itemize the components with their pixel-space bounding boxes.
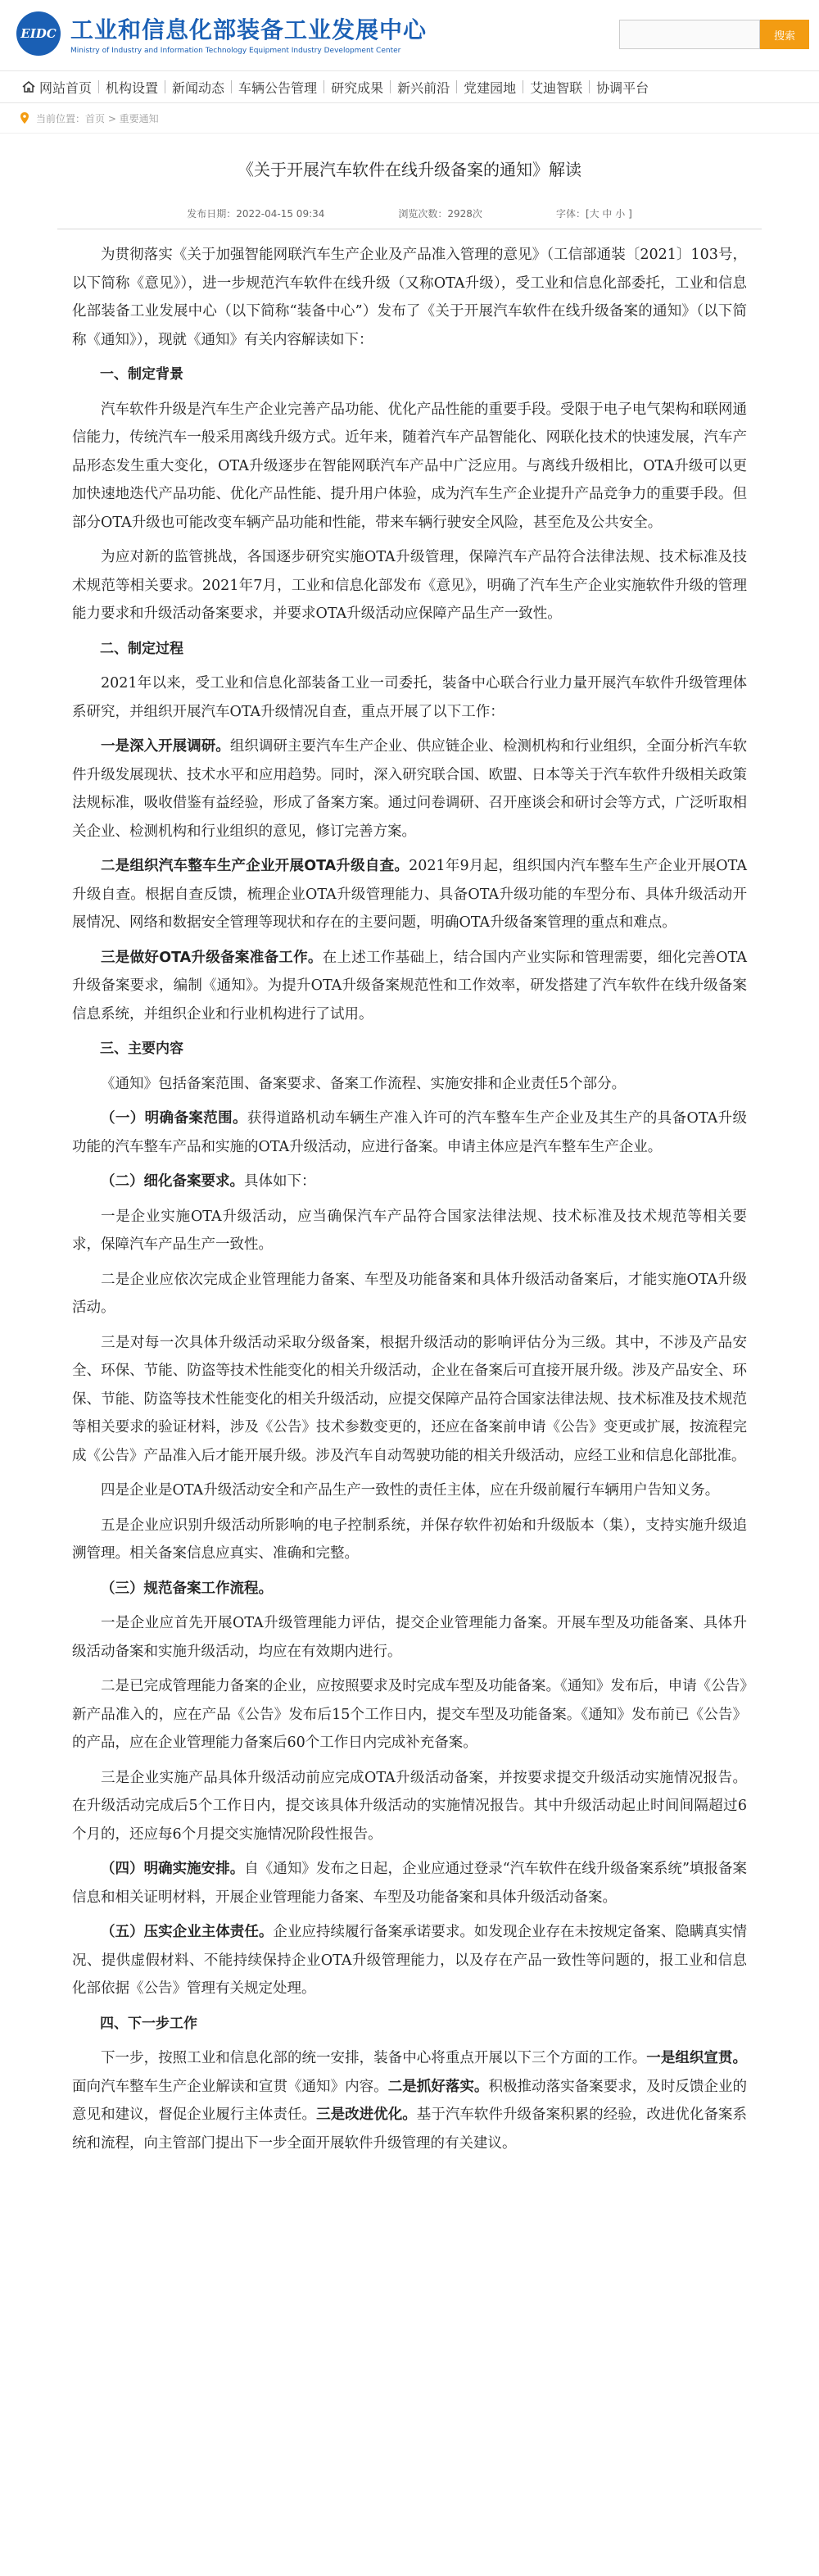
search-input[interactable] (619, 20, 760, 49)
section-heading: 四、下一步工作 (100, 2015, 197, 2032)
nav-item-label: 机构设置 (106, 79, 159, 96)
paragraph (72, 1104, 747, 1161)
paragraph (72, 1918, 747, 2003)
paragraph: 为贯彻落实《关于加强智能网联汽车生产企业及产品准入管理的意见》（工信部通装〔2021〕103号，以下简称《意见》），进一步规范汽车软件在线升级（又称OTA升级），受工业和信息化部委托，工业和信息化部装备工业发展中心（以下简称“装备中心”）发布了《关于开展汽车软件在线升级备案的通知》（以下简称《通知》），现就《通知》有关内容解读如下： (72, 247, 747, 348)
paragraph: 2021年以来，受工业和信息化部装备工业一司委托，装备中心联合行业力量开展汽车软件升级管理体系研究，并组织开展汽车OTA升级情况自查，重点开展了以下工作： (72, 675, 747, 720)
paragraph: 二是已完成管理能力备案的企业，应按照要求及时完成车型及功能备案。《通知》发布后，申请《公告》新产品准入的，应在产品《公告》发布后15个工作日内，提交车型及功能备案。《通知》发布前已《公告》的产品，应在企业管理能力备案后60个工作日内完成补充备案。 (72, 1678, 747, 1751)
paragraph-text: 面向汽车整车生产企业解读和宣贯《通知》内容。 (72, 2078, 388, 2095)
nav-item-label: 协调平台 (596, 79, 649, 96)
view-count: 浏览次数：2928次 (398, 208, 482, 220)
nav-item-label: 艾迪智联 (530, 79, 583, 96)
location-pin-icon (20, 112, 29, 124)
nav-item-7[interactable] (523, 71, 589, 102)
nav-item-label: 车辆公告管理 (238, 79, 318, 96)
paragraph-text: 获得道路机动车辆生产准入许可的汽车整车生产企业及其生产的具备OTA升级功能的汽车整车产品和实施的OTA升级活动，应进行备案。申请主体应是汽车整车生产企业。 (72, 1110, 748, 1155)
section-heading: 三、主要内容 (100, 1041, 183, 1057)
nav-item-label: 研究成果 (331, 79, 384, 96)
article-content (57, 229, 762, 2157)
lead-bold: 三是做好OTA升级备案准备工作。 (101, 949, 323, 966)
paragraph (72, 944, 747, 1029)
nav-item-0[interactable] (15, 71, 98, 102)
nav-item-2[interactable] (165, 71, 231, 102)
article (0, 156, 819, 2157)
lead-bold: 三是改进优化。 (316, 2107, 417, 2123)
paragraph-text: 基于汽车软件升级备案积累的经验，改进优化备案系统和流程，向主管部门提出下一步全面开展软件升级管理的有关建议。 (72, 2107, 748, 2152)
paragraph-text: 2021年9月起，组织国内汽车整车生产企业开展OTA升级自查。根据自查反馈，梳理企业OTA升级管理能力、具备OTA升级功能的车型分布、具体升级活动开展情况、网络和数据安全管理等现状和存在的主要问题，明确OTA升级备案管理的重点和难点。 (72, 858, 747, 931)
site-header (0, 0, 819, 70)
lead-bold: 一是深入开展调研。 (101, 738, 230, 755)
logo-title-en: Ministry of Industry and Information Technology Equipment Industry Development Center (70, 47, 401, 55)
paragraph: 《通知》包括备案范围、备案要求、备案工作流程、实施安排和企业责任5个部分。 (101, 1075, 627, 1092)
paragraph (72, 2044, 747, 2157)
paragraph-text: 组织调研主要汽车生产企业、供应链企业、检测机构和行业组织，全面分析汽车软件升级发展现状、技术水平和应用趋势。同时，深入研究联合国、欧盟、日本等关于汽车软件升级相关政策法规标准，吸收借鉴有益经验，形成了备案方案。通过问卷调研、召开座谈会和研讨会等方式，广泛听取相关企业、检测机构和行业组织的意见，修订完善方案。 (72, 738, 748, 840)
article-title: 《关于开展汽车软件在线升级备案的通知》解读 (238, 160, 581, 179)
lead-bold: 二是抓好落实。 (387, 2078, 489, 2095)
paragraph: 三是企业实施产品具体升级活动前应完成OTA升级活动备案，并按要求提交升级活动实施情况报告。在升级活动完成后5个工作日内，提交该具体升级活动的实施情况报告。其中升级活动起止时间间隔超过6个月的，还应每6个月提交实施情况阶段性报告。 (72, 1769, 747, 1843)
paragraph (72, 1855, 747, 1912)
paragraph-text: 具体如下： (244, 1173, 316, 1190)
site-logo[interactable] (16, 11, 427, 56)
logo-title-cn: 工业和信息化部装备工业发展中心 (70, 16, 428, 43)
paragraph: 三是对每一次具体升级活动采取分级备案，根据升级活动的影响评估分为三级。其中，不涉及产品安全、环保、节能、防盗等技术性能变化的相关升级活动，企业在备案后可直接开展升级。涉及产品安全、环保、节能、防盗等技术性能变化的相关升级活动，应提交保障产品符合国家法律法规、技术标准及技术规范等相关要求的验证材料，涉及《公告》技术参数变更的，还应在备案前申请《公告》变更或扩展，按流程完成《公告》产品准入后才能开展升级。涉及汽车自动驾驶功能的相关升级活动，应经工业和信息化部批准。 (72, 1334, 747, 1464)
font-size-switcher[interactable]: 字体：[大 中 小 ] (555, 208, 632, 220)
nav-item-5[interactable] (391, 71, 456, 102)
paragraph (72, 1575, 747, 1603)
lead-bold: （一）明确备案范围。 (101, 1110, 247, 1127)
paragraph (72, 732, 747, 846)
search-button[interactable]: 搜索 (760, 20, 809, 49)
section-heading: 二、制定过程 (100, 640, 183, 657)
home-icon (21, 79, 36, 94)
nav-item-label: 新兴前沿 (397, 79, 450, 96)
breadcrumb-text: 当前位置：首页 > 重要通知 (36, 112, 159, 125)
paragraph: 一是企业应首先开展OTA升级管理能力评估，提交企业管理能力备案。开展车型及功能备案、具体升级活动备案和实施升级活动，均应在有效期内进行。 (72, 1615, 747, 1660)
paragraph-text: 企业应持续履行备案承诺要求。如发现企业存在未按规定备案、隐瞒真实情况、提供虚假材料、不能持续保持企业OTA升级管理能力，以及存在产品一致性等问题的，报工业和信息化部依据《公告》管理有关规定处理。 (72, 1924, 748, 1997)
paragraph-text: 下一步，按照工业和信息化部的统一安排，装备中心将重点开展以下三个方面的工作。 (101, 2050, 647, 2066)
paragraph: 为应对新的监管挑战，各国逐步研究实施OTA升级管理，保障汽车产品符合法律法规、技术标准及技术规范等相关要求。2021年7月，工业和信息化部发布《意见》，明确了汽车生产企业实施软件升级的管理能力要求和升级活动备案要求，并要求OTA升级活动应保障产品生产一致性。 (72, 549, 747, 622)
lead-bold: 一是组织宣贯。 (646, 2050, 748, 2066)
paragraph: 二是企业应依次完成企业管理能力备案、车型及功能备案和具体升级活动备案后，才能实施OTA升级活动。 (72, 1271, 747, 1316)
paragraph: 一是企业实施OTA升级活动，应当确保汽车产品符合国家法律法规、技术标准及技术规范等相关要求，保障汽车产品生产一致性。 (72, 1208, 747, 1253)
paragraph: 四是企业是OTA升级活动安全和产品生产一致性的责任主体，应在升级前履行车辆用户告知义务。 (101, 1482, 720, 1499)
nav-item-label: 党建园地 (464, 79, 517, 96)
paragraph-text: 自《通知》发布之日起，企业应通过登录“汽车软件在线升级备案系统”填报备案信息和相关证明材料，开展企业管理能力备案、车型及功能备案和具体升级活动备案。 (72, 1861, 748, 1906)
paragraph-text: 在上述工作基础上，结合国内产业实际和管理需要，细化完善OTA升级备案要求，编制《通知》。为提升OTA升级备案规范性和工作效率，研发搭建了汽车软件在线升级备案信息系统，并组织企业和行业机构进行了试用。 (72, 949, 747, 1023)
nav-item-1[interactable] (99, 71, 165, 102)
main-nav (0, 70, 819, 103)
nav-item-label: 网站首页 (39, 79, 93, 96)
lead-bold: （二）细化备案要求。 (101, 1173, 244, 1190)
nav-item-6[interactable] (457, 71, 523, 102)
lead-bold: （三）规范备案工作流程。 (101, 1580, 273, 1597)
logo-badge-icon: EIDC (16, 11, 61, 56)
logo-text (70, 12, 427, 55)
nav-item-3[interactable] (232, 71, 324, 102)
paragraph: 汽车软件升级是汽车生产企业完善产品功能、优化产品性能的重要手段。受限于电子电气架构和联网通信能力，传统汽车一般采用离线升级方式。近年来，随着汽车产品智能化、网联化技术的快速发展，汽车产品形态发生重大变化，OTA升级逐步在智能网联汽车产品中广泛应用。与离线升级相比，OTA升级可以更加快速地迭代产品功能、优化产品性能、提升用户体验，成为汽车生产企业提升产品竞争力的重要手段。但部分OTA升级也可能改变车辆产品功能和性能，带来车辆行驶安全风险，甚至危及公共安全。 (72, 401, 747, 531)
lead-bold: （五）压实企业主体责任。 (101, 1924, 274, 1940)
breadcrumb (0, 103, 819, 134)
nav-item-8[interactable] (590, 71, 655, 102)
lead-bold: （四）明确实施安排。 (101, 1861, 245, 1877)
paragraph (72, 1168, 747, 1196)
paragraph: 五是企业应识别升级活动所影响的电子控制系统，并保存软件初始和升级版本（集），支持实施升级追溯管理。相关备案信息应真实、准确和完整。 (72, 1517, 747, 1562)
article-meta (57, 206, 762, 229)
section-heading: 一、制定背景 (100, 366, 183, 383)
nav-item-4[interactable] (324, 71, 390, 102)
lead-bold: 二是组织汽车整车生产企业开展OTA升级自查。 (101, 858, 410, 874)
paragraph (72, 852, 747, 937)
nav-item-label: 新闻动态 (172, 79, 225, 96)
publish-date: 发布日期：2022-04-15 09:34 (187, 208, 325, 220)
paragraph-text: 积极推动落实备案要求，及时反馈企业的意见和建议，督促企业履行主体责任。 (72, 2078, 748, 2123)
